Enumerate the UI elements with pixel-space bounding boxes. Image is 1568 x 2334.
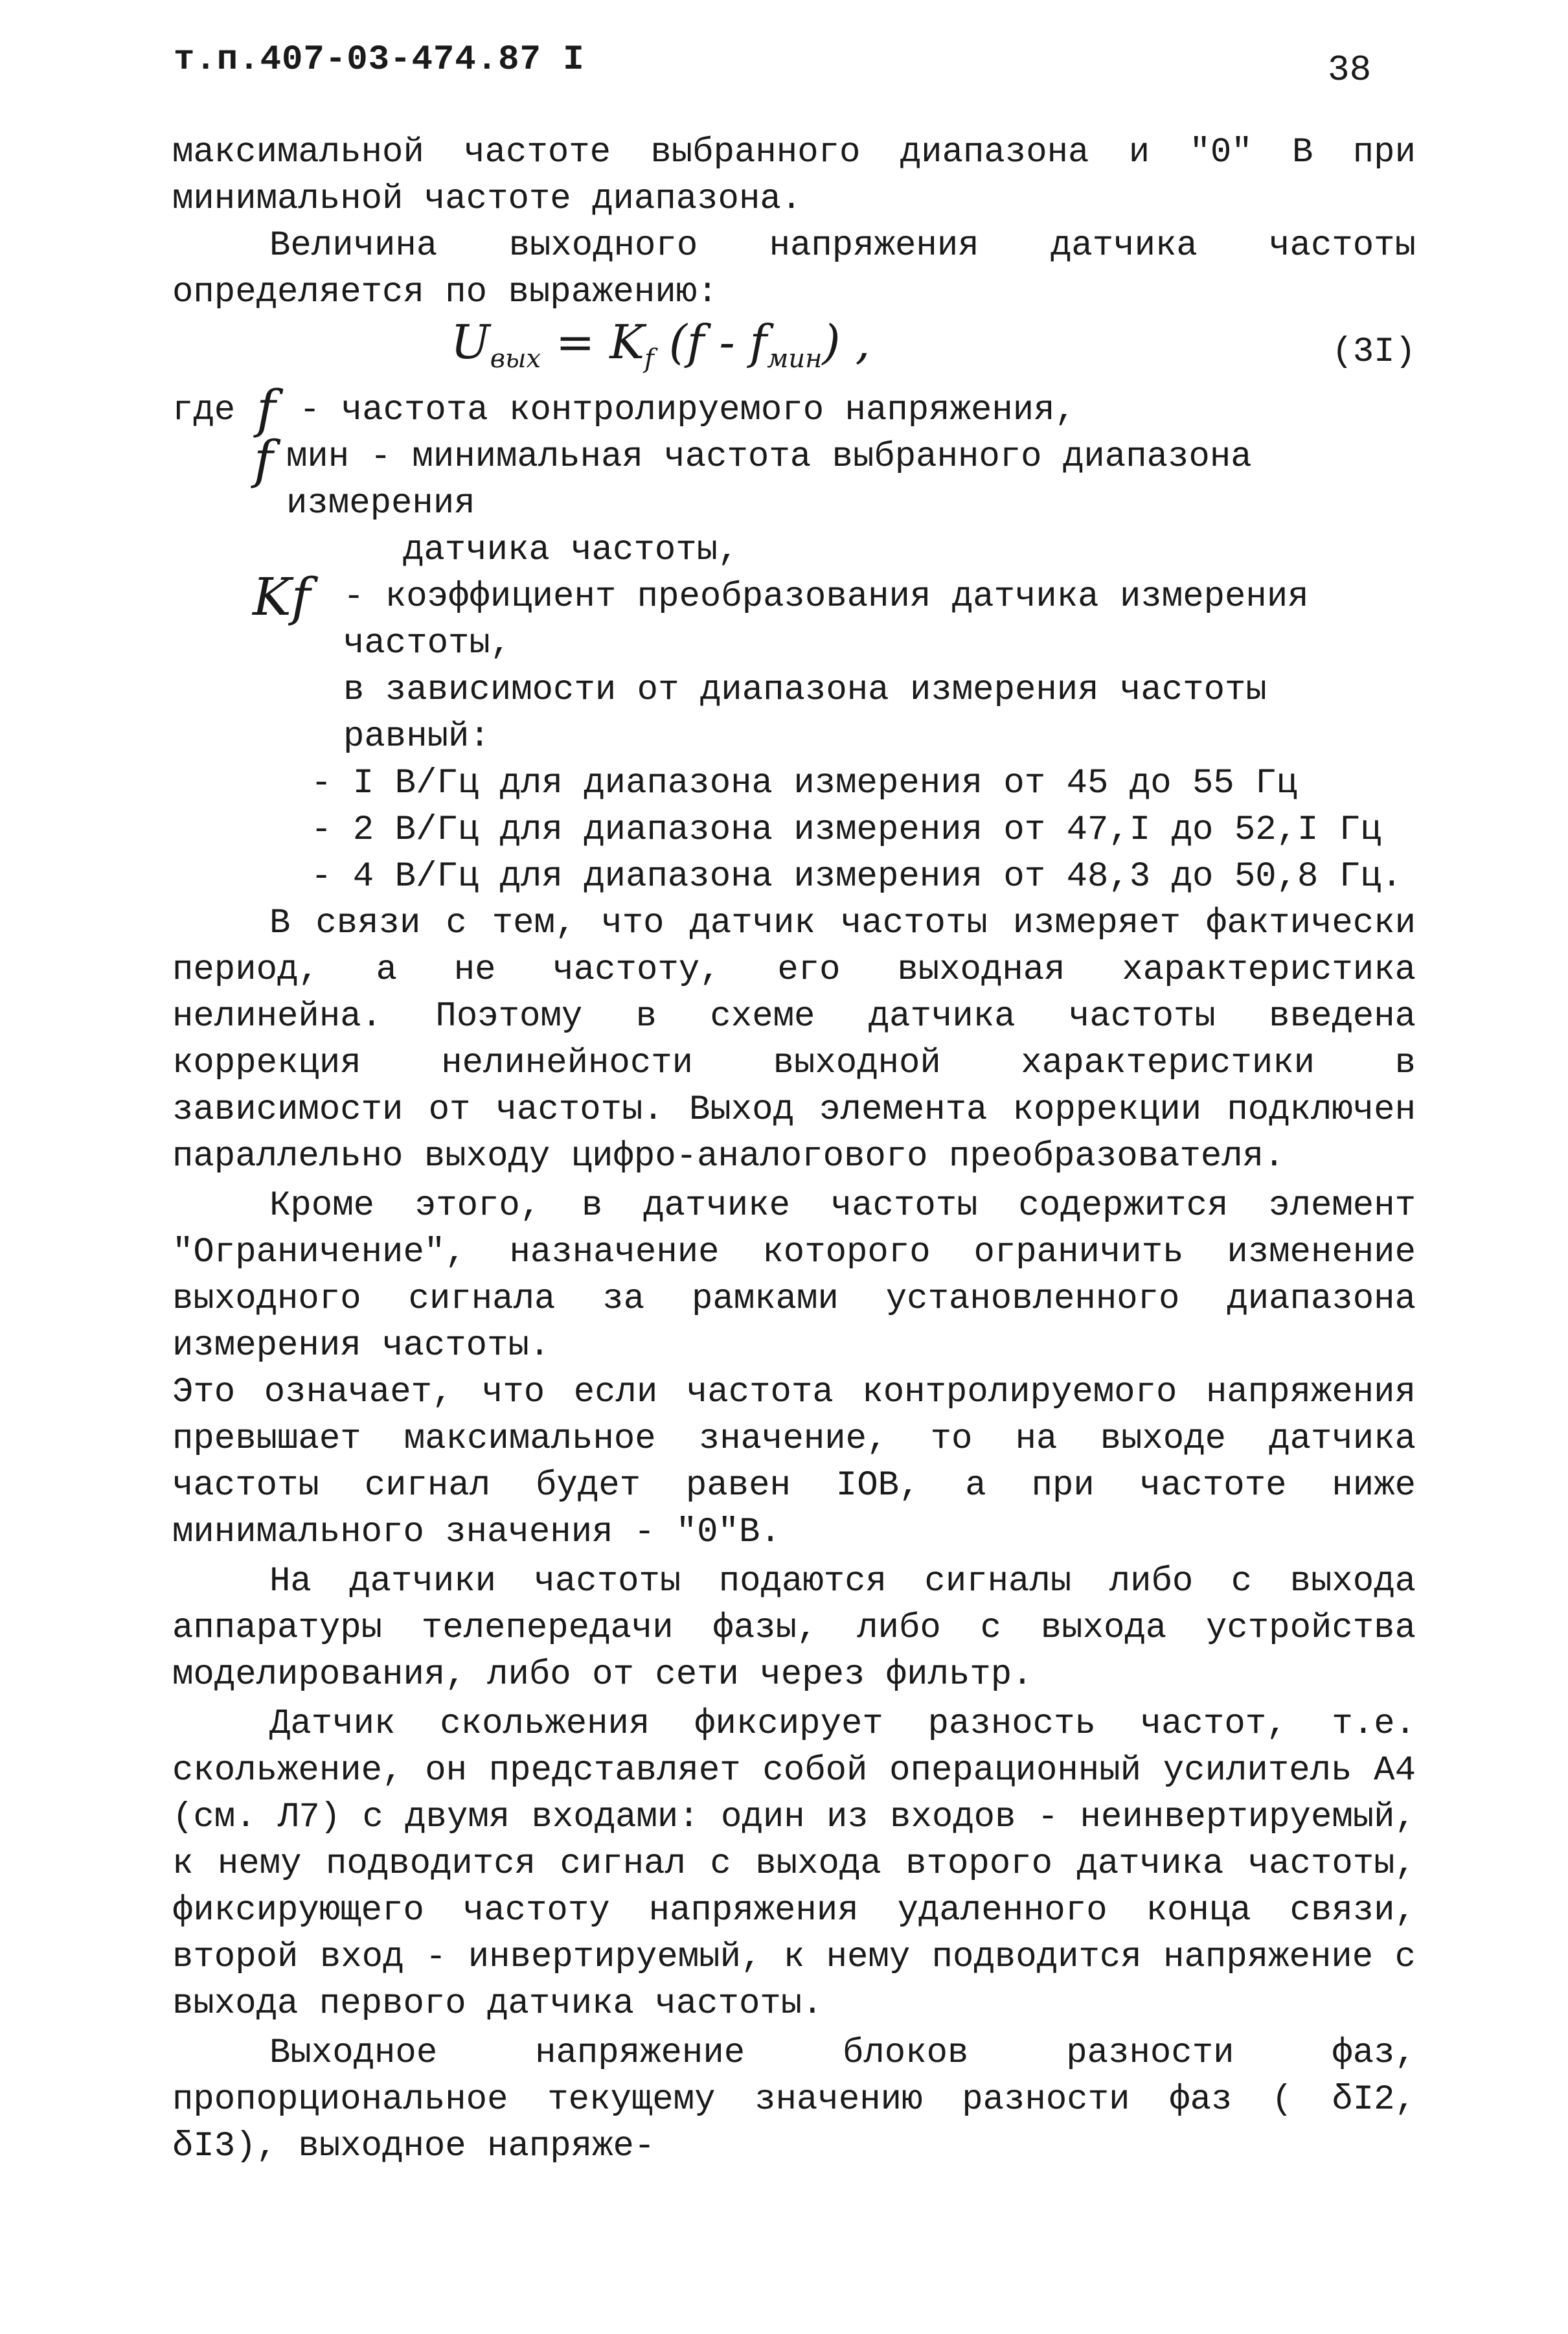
fmin-description-line1: мин - минимальная частота выбранного диапазона измерения <box>286 437 1252 523</box>
formula-k: K <box>609 315 645 369</box>
formula-fmin-sub: мин <box>767 344 823 374</box>
document-body <box>172 130 1416 2170</box>
definitions-block <box>172 379 1416 900</box>
paragraph-limit-element: Кроме этого, в датчике частоты содержится элемент "Ограничение", назначение которого ограничить изменение выходного сигнала за рамками установленного диапазона измерения частоты. <box>172 1186 1416 1366</box>
range-list-item: - 4 В/Гц для диапазона измерения от 48,3 до 50,8 Гц. <box>311 857 1403 897</box>
kf-description-line2: в зависимости от диапазона измерения частоты равный: <box>343 670 1267 757</box>
formula-block <box>172 316 1416 387</box>
range-list-item: - 2 В/Гц для диапазона измерения от 47,I до 52,I Гц <box>311 810 1381 850</box>
paragraph-slip-sensor: Датчик скольжения фиксирует разность частот, т.е. скольжение, он представляет собой операционный усилитель А4 (см. Л7) с двумя входами: один из входов - неинвертируемый, к нему подводится сигнал с выхода второго датчика частоты, фиксирующего частоту напряжения удаленного конца связи, второй вход - инвертируемый, к нему подводится напряжение с выхода первого датчика частоты. <box>172 1704 1416 2024</box>
paragraph-limit-meaning: Это означает, что если частота контролируемого напряжения превышает максимальное значение, то на выходе датчика частоты сигнал будет равен IOВ, а при частоте ниже минимального значения - "0"В. <box>172 1373 1416 1552</box>
formula-k-sub: f <box>644 344 654 374</box>
formula-u-sub: вых <box>490 344 541 374</box>
kf-description-line1: - коэффициент преобразования датчика измерения частоты, <box>343 577 1309 663</box>
paragraph-phase-difference: Выходное напряжение блоков разности фаз, пропорциональное текущему значению разности фаз ( δI2, δI3), выходное напряже- <box>172 2033 1416 2166</box>
f-symbol: f <box>256 379 276 439</box>
where-label: где <box>172 391 236 430</box>
f-description: - частота контролируемого напряжения, <box>299 391 1076 430</box>
definition-kf <box>172 567 1416 761</box>
formula-number: (3I) <box>1332 332 1416 372</box>
range-list-item: - I В/Гц для диапазона измерения от 45 до 55 Гц <box>311 764 1298 803</box>
definition-f <box>172 379 1416 439</box>
paragraph-formula-intro: Величина выходного напряжения датчика частоты определяется по выражению: <box>172 226 1416 312</box>
document-code: т.п.407-03-474.87 I <box>174 40 585 80</box>
formula-equals: = <box>541 315 610 369</box>
page-number: 38 <box>1328 49 1372 91</box>
fmin-description-line2: датчика частоты, <box>403 531 739 570</box>
formula-close: ) , <box>822 315 870 369</box>
paragraph-inputs: На датчики частоты подаются сигналы либо с выхода аппаратуры телепередачи фазы, либо с выхода устройства моделирования, либо от сети через фильтр. <box>172 1562 1416 1695</box>
formula-rest: (f - f <box>653 315 767 369</box>
paragraph-continuation: максимальной частоте выбранного диапазона и "0" В при минимальной частоте диапазона. <box>172 133 1416 219</box>
formula-31 <box>451 315 870 382</box>
formula-u: U <box>451 315 490 369</box>
definition-fmin <box>172 429 1416 574</box>
fmin-symbol: f <box>254 429 273 490</box>
kf-symbol: Kf <box>253 567 311 627</box>
paragraph-nonlinearity: В связи с тем, что датчик частоты измеряет фактически период, а не частоту, его выходная характеристика нелинейна. Поэтому в схеме датчика частоты введена коррекция нелинейности выходной характеристики в зависимости от частоты. Выход элемента коррекции подключен параллельно выходу цифро-аналогового преобразователя. <box>172 904 1416 1176</box>
